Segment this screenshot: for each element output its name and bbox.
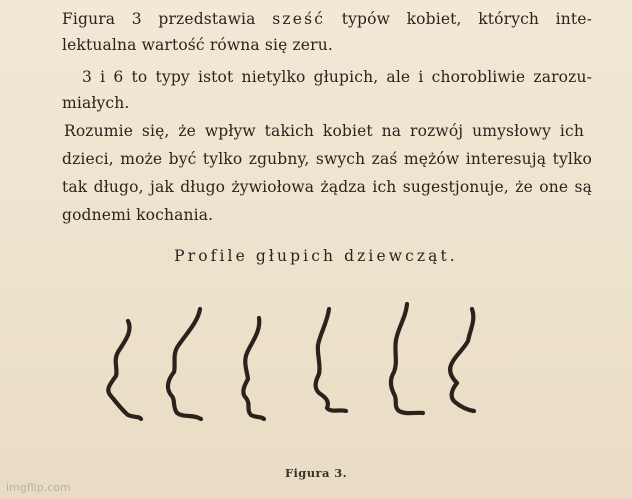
profile-3-icon <box>243 318 264 419</box>
profile-6-icon <box>450 309 474 411</box>
figure-caption: Figura 3. <box>284 466 348 480</box>
paragraph-1-line-2: lektualna wartość równa się zeru. <box>62 36 333 54</box>
paragraph-2-line-1: 3 i 6 to typy istot nietylko głupich, ale i chorobliwie zarozu- <box>82 68 592 86</box>
emphasized-word: sześć <box>272 10 326 28</box>
paragraph-3-line-1: Rozumie się, że wpływ takich kobiet na rozwój umysłowy ich <box>64 122 584 140</box>
profile-5-icon <box>391 304 423 413</box>
paragraph-3-line-2: dzieci, może być tylko zgubny, swych zaś mężów interesują tylko <box>62 150 592 168</box>
text-segment: Figura 3 przedstawia <box>62 10 256 28</box>
profile-2-icon <box>168 309 201 419</box>
paragraph-3-line-4: godnemi kochania. <box>62 206 214 224</box>
text-segment: typów kobiet, których inte- <box>341 10 593 28</box>
figure-heading: Profile głupich dziewcząt. <box>174 247 458 265</box>
paragraph-3-line-3: tak długo, jak długo żywiołowa żądza ich sugestjonuje, że one są <box>62 178 592 196</box>
paragraph-2-line-2: miałych. <box>62 94 130 112</box>
profile-4-icon <box>316 309 346 411</box>
watermark-logo: imgflip.com <box>6 481 71 494</box>
profile-1-icon <box>108 321 141 419</box>
